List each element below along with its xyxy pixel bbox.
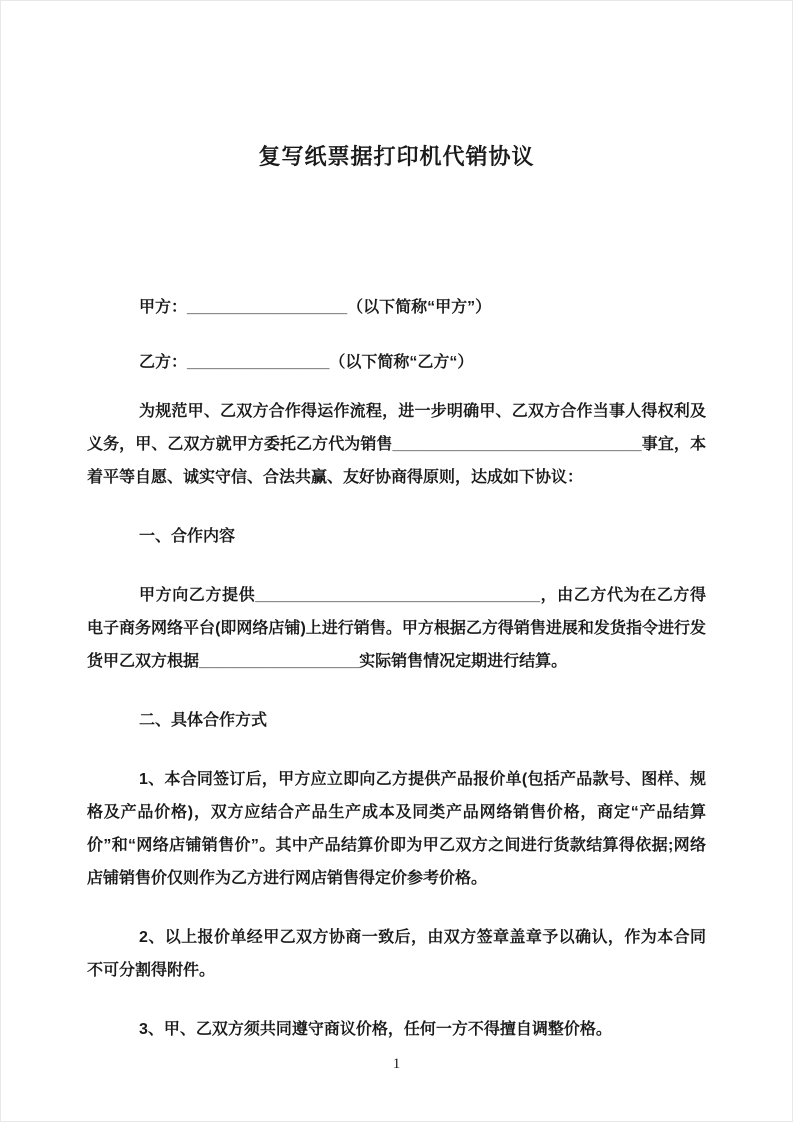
- intro-paragraph: 为规范甲、乙双方合作得运作流程，进一步明确甲、乙双方合作当事人得权利及义务，甲、乙双方就甲方委托乙方代为销售____________________________事宜，本着平等自愿、诚实守信、合法共赢、友好协商得原则，达成如下协议：: [87, 403, 706, 486]
- section-1-heading: 一、合作内容: [139, 528, 236, 545]
- document-title: 复写纸票据打印机代销协议: [258, 144, 535, 169]
- party-a-line: 甲方：__________________（以下简称“甲方”）: [139, 299, 492, 316]
- section-2-heading: 二、具体合作方式: [139, 712, 268, 729]
- party-b-line: 乙方：________________（以下简称“乙方“）: [139, 354, 474, 371]
- section-2-item-1: 1、本合同签订后，甲方应立即向乙方提供产品报价单(包括产品款号、图样、规格及产品价格)，双方应结合产品生产成本及同类产品网络销售价格，商定“产品结算价”和“网络店铺销售价”。其中产品结算价即为甲乙双方之间进行货款结算得依据;网络店铺销售价仅则作为乙方进行网店销售得定价参考价格。: [87, 771, 706, 887]
- section-2-item-3: 3、甲、乙双方须共同遵守商议价格，任何一方不得擅自调整价格。: [139, 1021, 612, 1038]
- section-1-paragraph: 甲方向乙方提供________________________________，由乙方代为在乙方得电子商务网络平台(即网络店铺)上进行销售。甲方根据乙方得销售进展和发货指令进行发货甲乙双方根据__________________实际销售情况定期进行结算。: [87, 587, 706, 670]
- section-2-item-2: 2、以上报价单经甲乙双方协商一致后，由双方签章盖章予以确认，作为本合同不可分割得附件。: [87, 929, 706, 979]
- page-number: 1: [392, 1056, 401, 1072]
